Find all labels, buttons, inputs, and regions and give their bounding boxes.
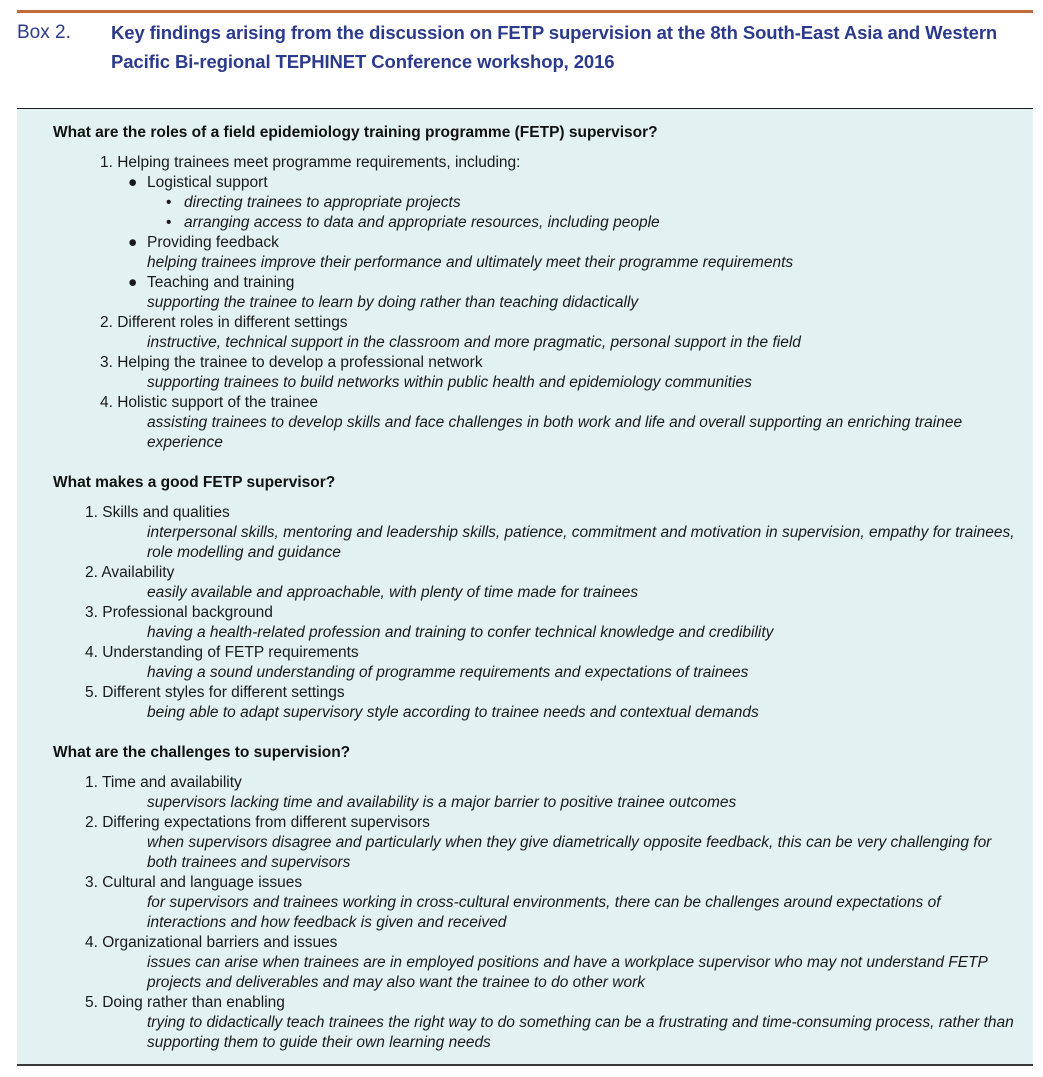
list-item-description: supporting trainees to build networks within public health and epidemiology communities [147,374,752,391]
findings-content [53,123,1043,1063]
list-item-label: 3. Helping the trainee to develop a professional network [100,354,483,371]
list-item-label: 3. Cultural and language issues [85,874,303,891]
bullet-label: Providing feedback [147,234,279,251]
list-item-label: 3. Professional background [85,604,273,621]
bullet-description: supporting the trainee to learn by doing rather than teaching didactically [147,294,639,311]
list-item-label: 4. Understanding of FETP requirements [85,644,359,661]
sub-bullet-icon: • [166,214,172,231]
list-item-label: 1. Helping trainees meet programme requirements, including: [100,154,521,171]
bullet-description: helping trainees improve their performance and ultimately meet their programme requirements [147,254,794,271]
list-item-label: 2. Availability [85,564,175,581]
list-item-label: 1. Skills and qualities [85,504,230,521]
section-roles [53,123,1043,453]
bullet-icon: ● [128,234,138,251]
section-title: What are the roles of a field epidemiology training programme (FETP) supervisor? [53,124,658,141]
bullet-item [53,233,1043,253]
bullet-label: Logistical support [147,174,268,191]
list-item-label: 2. Different roles in different settings [100,314,348,331]
sub-bullet-item [53,193,1043,213]
bullet-item [53,173,1043,193]
bullet-label: Teaching and training [147,274,295,291]
list-item-label: 5. Different styles for different settings [85,684,345,701]
list-item-description: trying to didactically teach trainees the right way to do something can be a frustrating and time-consuming process, rather than supporting them to guide their own learning needs [147,1014,1014,1051]
findings-panel [17,108,1033,1066]
list-item-description: being able to adapt supervisory style according to trainee needs and contextual demands [147,704,759,721]
box-title: Key findings arising from the discussion on FETP supervision at the 8th South-East Asia and Western Pacific Bi-regional TEPHINET Conference workshop, 2016 [111,22,998,72]
bullet-icon: ● [128,274,138,291]
bullet-icon: ● [128,174,138,191]
bullet-item [53,273,1043,293]
sub-bullet-text: arranging access to data and appropriate resources, including people [184,214,660,231]
list-item-description: when supervisors disagree and particularly when they give diametrically opposite feedback, this can be very challenging for both trainees and supervisors [147,834,992,871]
section-title: What are the challenges to supervision? [53,744,351,761]
sub-bullet-icon: • [166,194,172,211]
list-item-description: supervisors lacking time and availability is a major barrier to positive trainee outcomes [147,794,737,811]
list-item-description: for supervisors and trainees working in cross-cultural environments, there can be challenges around expectations of interactions and how feedback is given and received [147,894,941,931]
list-item-description: easily available and approachable, with plenty of time made for trainees [147,584,639,601]
box-header [17,18,1033,76]
box-label: Box 2. [17,22,71,43]
list-item-description: issues can arise when trainees are in employed positions and have a workplace supervisor who may not understand FETP projects and deliverables and may also want the trainee to do other work [147,954,988,991]
list-item-description: assisting trainees to develop skills and face challenges in both work and life and overall supporting an enriching trainee experience [147,414,963,451]
list-item-description: instructive, technical support in the classroom and more pragmatic, personal support in the field [147,334,801,351]
section-challenges [53,743,1043,1053]
section-title: What makes a good FETP supervisor? [53,474,336,491]
sub-bullet-item [53,213,1043,233]
sub-bullet-text: directing trainees to appropriate projects [184,194,461,211]
list-item-description: interpersonal skills, mentoring and leadership skills, patience, commitment and motivation in supervision, empathy for trainees, role modelling and guidance [147,524,1015,561]
list-item-label: 5. Doing rather than enabling [85,994,285,1011]
list-item-label: 4. Holistic support of the trainee [100,394,318,411]
top-accent-rule [17,10,1033,13]
list-item-label: 4. Organizational barriers and issues [85,934,338,951]
list-item-description: having a sound understanding of programme requirements and expectations of trainees [147,664,749,681]
list-item-description: having a health-related profession and training to confer technical knowledge and credibility [147,624,774,641]
section-good-supervisor [53,473,1043,723]
list-item-label: 1. Time and availability [85,774,242,791]
list-item-label: 2. Differing expectations from different supervisors [85,814,430,831]
